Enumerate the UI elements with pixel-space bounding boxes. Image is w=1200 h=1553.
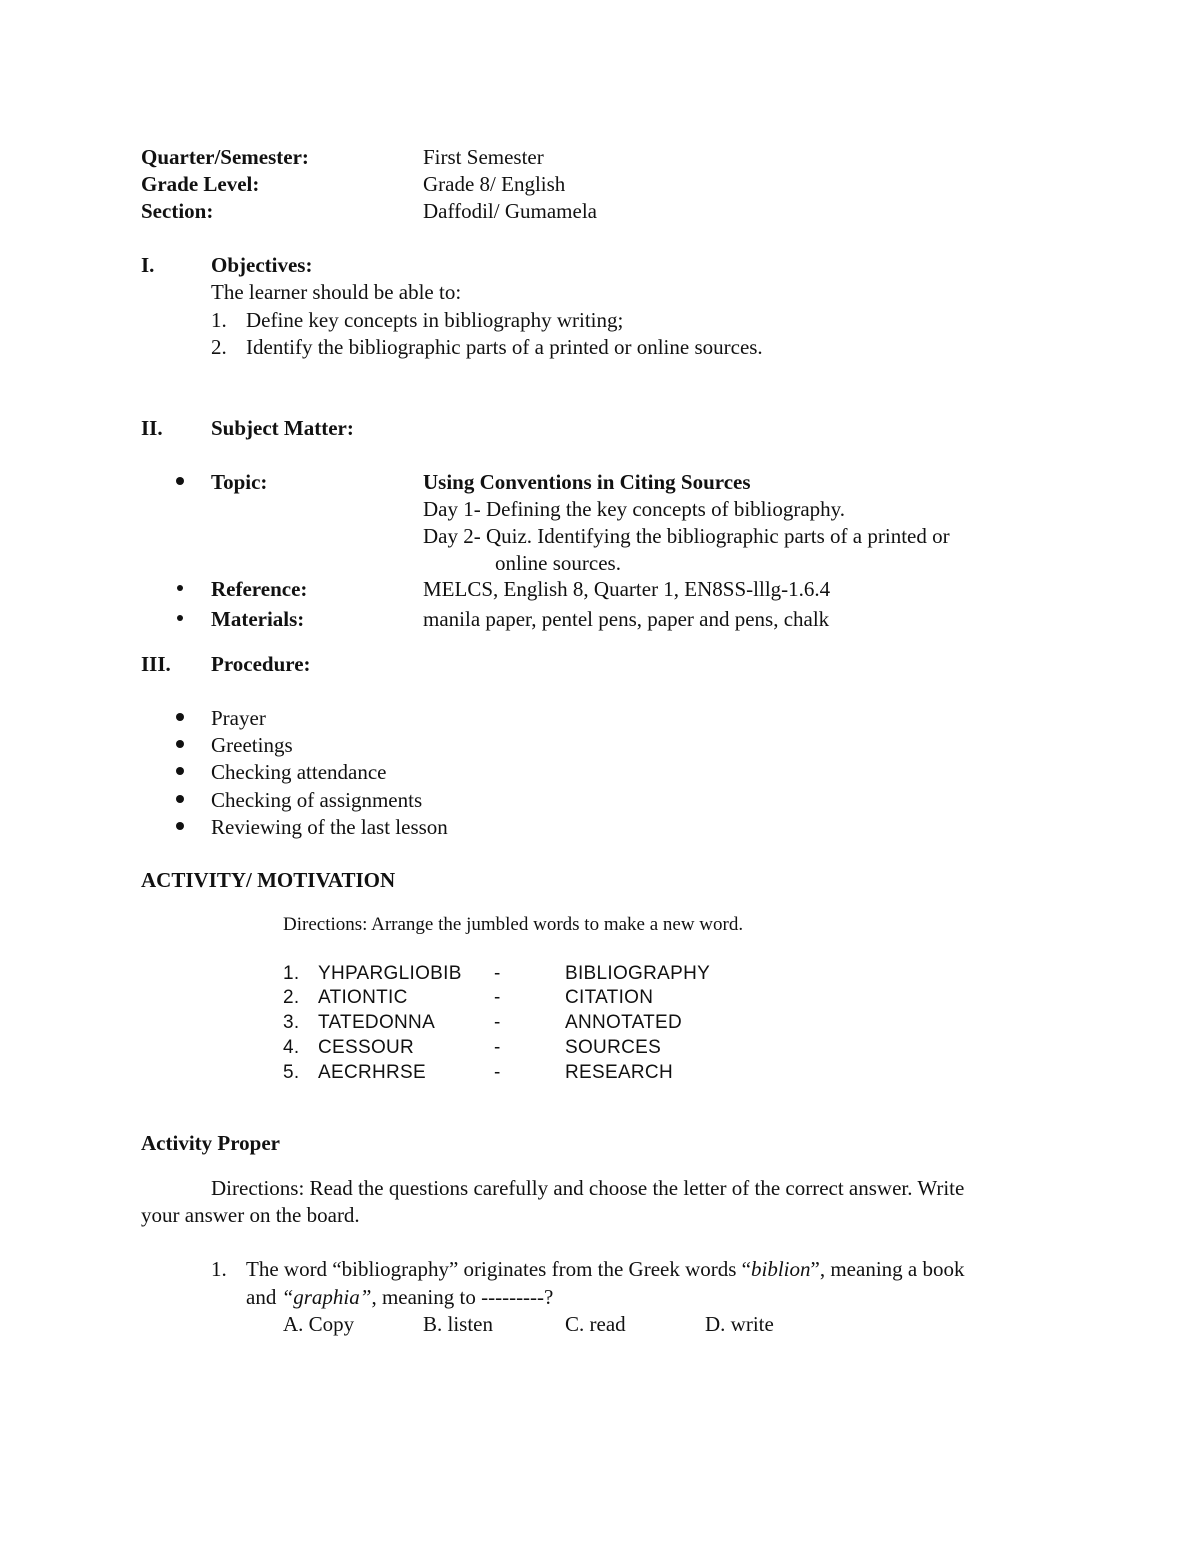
jumble-answer: ANNOTATED	[565, 1012, 683, 1033]
topic-title: Using Conventions in Citing Sources	[423, 470, 751, 494]
bullet-icon	[176, 713, 184, 721]
jumble-num: 4.	[283, 1037, 300, 1058]
bullet-icon	[176, 477, 184, 485]
subject-matter-numeral: II.	[141, 416, 163, 440]
bullet-icon	[177, 615, 183, 621]
grade-label: Grade Level:	[141, 172, 260, 196]
activity-proper-heading: Activity Proper	[141, 1131, 280, 1155]
objective-num: 2.	[211, 335, 227, 359]
materials-label: Materials:	[211, 607, 305, 631]
procedure-numeral: III.	[141, 652, 171, 676]
procedure-item: Greetings	[211, 733, 293, 757]
objective-text: Identify the bibliographic parts of a printed or online sources.	[246, 335, 763, 359]
activity-proper-directions-cont: your answer on the board.	[141, 1203, 360, 1227]
procedure-item: Checking attendance	[211, 760, 387, 784]
bullet-icon	[176, 767, 184, 775]
jumble-dash: -	[494, 987, 501, 1008]
option-b: B. listen	[423, 1312, 494, 1336]
bullet-icon	[176, 822, 184, 830]
question-num: 1.	[211, 1257, 227, 1281]
quarter-label: Quarter/Semester:	[141, 145, 309, 169]
jumble-dash: -	[494, 1037, 501, 1058]
jumble-dash: -	[494, 963, 501, 984]
materials-value: manila paper, pentel pens, paper and pens, chalk	[423, 607, 830, 631]
jumble-word: CESSOUR	[318, 1037, 415, 1058]
question-greek-word: “graphia”	[281, 1285, 372, 1309]
grade-value: Grade 8/ English	[423, 172, 566, 196]
reference-label: Reference:	[211, 577, 308, 601]
procedure-item: Checking of assignments	[211, 788, 423, 812]
question-text: , meaning to ---------?	[371, 1285, 554, 1309]
objectives-heading: Objectives:	[211, 253, 313, 277]
jumble-num: 3.	[283, 1012, 300, 1033]
jumble-word: TATEDONNA	[318, 1012, 436, 1033]
question-text: ”, meaning a book	[810, 1257, 965, 1281]
quarter-value: First Semester	[423, 145, 544, 169]
question-line-2	[246, 1287, 553, 1308]
jumble-num: 5.	[283, 1062, 300, 1083]
procedure-item: Prayer	[211, 706, 266, 730]
topic-day2-cont: online sources.	[495, 551, 621, 575]
jumble-num: 1.	[283, 963, 300, 984]
jumble-answer: CITATION	[565, 987, 654, 1008]
jumble-answer: SOURCES	[565, 1037, 662, 1058]
section-value: Daffodil/ Gumamela	[423, 199, 597, 223]
option-d: D. write	[705, 1312, 774, 1336]
jumble-word: AECRHRSE	[318, 1062, 426, 1083]
jumble-dash: -	[494, 1012, 501, 1033]
activity-motivation-heading: ACTIVITY/ MOTIVATION	[141, 868, 396, 892]
question-line-1	[246, 1259, 964, 1280]
procedure-item: Reviewing of the last lesson	[211, 815, 448, 839]
question-text: and	[246, 1285, 282, 1309]
jumble-num: 2.	[283, 987, 300, 1008]
objectives-numeral: I.	[141, 253, 155, 277]
topic-day2: Day 2- Quiz. Identifying the bibliographic parts of a printed or	[423, 524, 950, 548]
activity-motivation-directions: Directions: Arrange the jumbled words to make a new word.	[283, 914, 744, 935]
jumble-dash: -	[494, 1062, 501, 1083]
topic-label: Topic:	[211, 470, 268, 494]
topic-day1: Day 1- Defining the key concepts of bibliography.	[423, 497, 846, 521]
objective-text: Define key concepts in bibliography writing;	[246, 308, 624, 332]
bullet-icon	[176, 795, 184, 803]
objective-num: 1.	[211, 308, 227, 332]
jumble-answer: RESEARCH	[565, 1062, 673, 1083]
bullet-icon	[177, 585, 183, 591]
reference-value: MELCS, English 8, Quarter 1, EN8SS-lllg-1.6.4	[423, 577, 831, 601]
jumble-word: ATIONTIC	[318, 987, 408, 1008]
question-text: The word “bibliography” originates from the Greek words “	[246, 1257, 752, 1281]
objectives-intro: The learner should be able to:	[211, 280, 462, 304]
activity-proper-directions: Directions: Read the questions carefully and choose the letter of the correct answer. Write	[211, 1176, 965, 1200]
question-greek-word: biblion	[751, 1257, 811, 1281]
option-c: C. read	[565, 1312, 626, 1336]
option-a: A. Copy	[283, 1312, 355, 1336]
procedure-heading: Procedure:	[211, 652, 311, 676]
subject-matter-heading: Subject Matter:	[211, 416, 354, 440]
jumble-answer: BIBLIOGRAPHY	[565, 963, 711, 984]
bullet-icon	[176, 740, 184, 748]
section-label: Section:	[141, 199, 214, 223]
jumble-word: YHPARGLIOBIB	[318, 963, 462, 984]
